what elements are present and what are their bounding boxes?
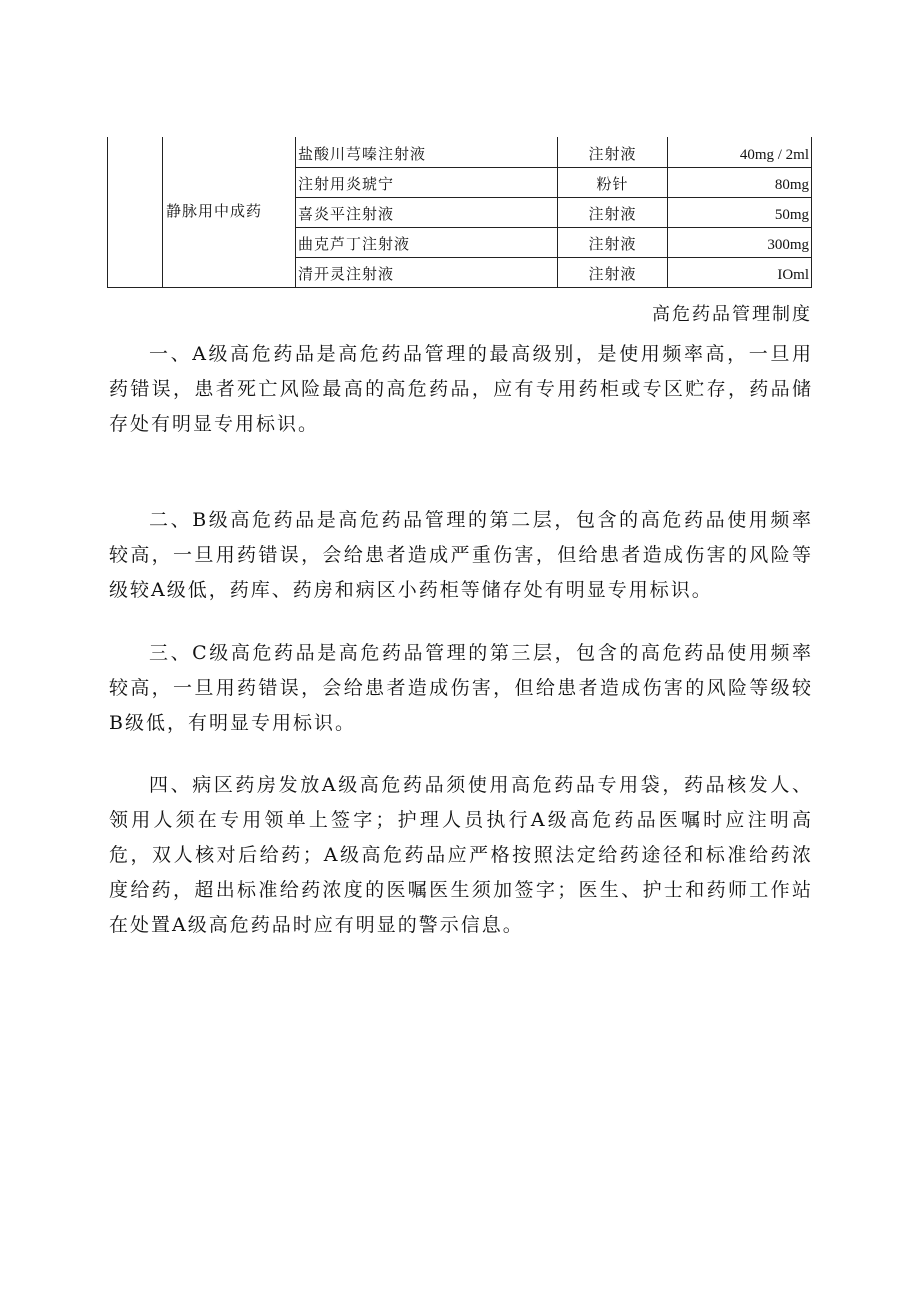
paragraph-level-a: 一、A级高危药品是高危药品管理的最高级别，是使用频率高，一旦用药错误，患者死亡风险最高的高危药品，应有专用药柜或专区贮存，药品储存处有明显专用标识。 (109, 343, 813, 435)
drug-name-cell: 清开灵注射液 (296, 257, 558, 287)
dosage-form-cell: 注射液 (558, 197, 668, 227)
specification-cell: IOml (668, 257, 812, 287)
dosage-form-cell: 注射液 (558, 257, 668, 287)
specification-cell: 300mg (668, 227, 812, 257)
blank-cell (108, 137, 163, 287)
drug-name-cell: 喜炎平注射液 (296, 197, 558, 227)
dosage-form-cell: 注射液 (558, 137, 668, 167)
dosage-form-cell: 粉针 (558, 167, 668, 197)
drug-name-cell: 曲克芦丁注射液 (296, 227, 558, 257)
drug-name-cell: 注射用炎琥宁 (296, 167, 558, 197)
dosage-form-cell: 注射液 (558, 227, 668, 257)
specification-cell: 80mg (668, 167, 812, 197)
paragraph-level-c: 三、C级高危药品是高危药品管理的第三层，包含的高危药品使用频率较高，一旦用药错误，会给患者造成伤害，但给患者造成伤害的风险等级较B级低，有明显专用标识。 (109, 642, 813, 734)
document-title: 高危药品管理制度 (652, 304, 812, 325)
paragraph-dispensing-rules: 四、病区药房发放A级高危药品须使用高危药品专用袋，药品核发人、领用人须在专用领单上签字；护理人员执行A级高危药品医嘱时应注明高危，双人核对后给药；A级高危药品应严格按照法定给药途径和标准给药浓度给药，超出标准给药浓度的医嘱医生须加签字；医生、护士和药师工作站在处置A级高危药品时应有明显的警示信息。 (109, 774, 813, 936)
category-cell: 静脉用中成药 (163, 137, 296, 287)
specification-cell: 40mg / 2ml (668, 137, 812, 167)
paragraph-level-b: 二、B级高危药品是高危药品管理的第二层，包含的高危药品使用频率较高，一旦用药错误，会给患者造成严重伤害，但给患者造成伤害的风险等级较A级低，药库、药房和病区小药柜等储存处有明显专用标识。 (109, 509, 813, 601)
table-row (108, 137, 812, 167)
specification-cell: 50mg (668, 197, 812, 227)
drug-table (107, 137, 812, 288)
drug-name-cell: 盐酸川芎嗪注射液 (296, 137, 558, 167)
